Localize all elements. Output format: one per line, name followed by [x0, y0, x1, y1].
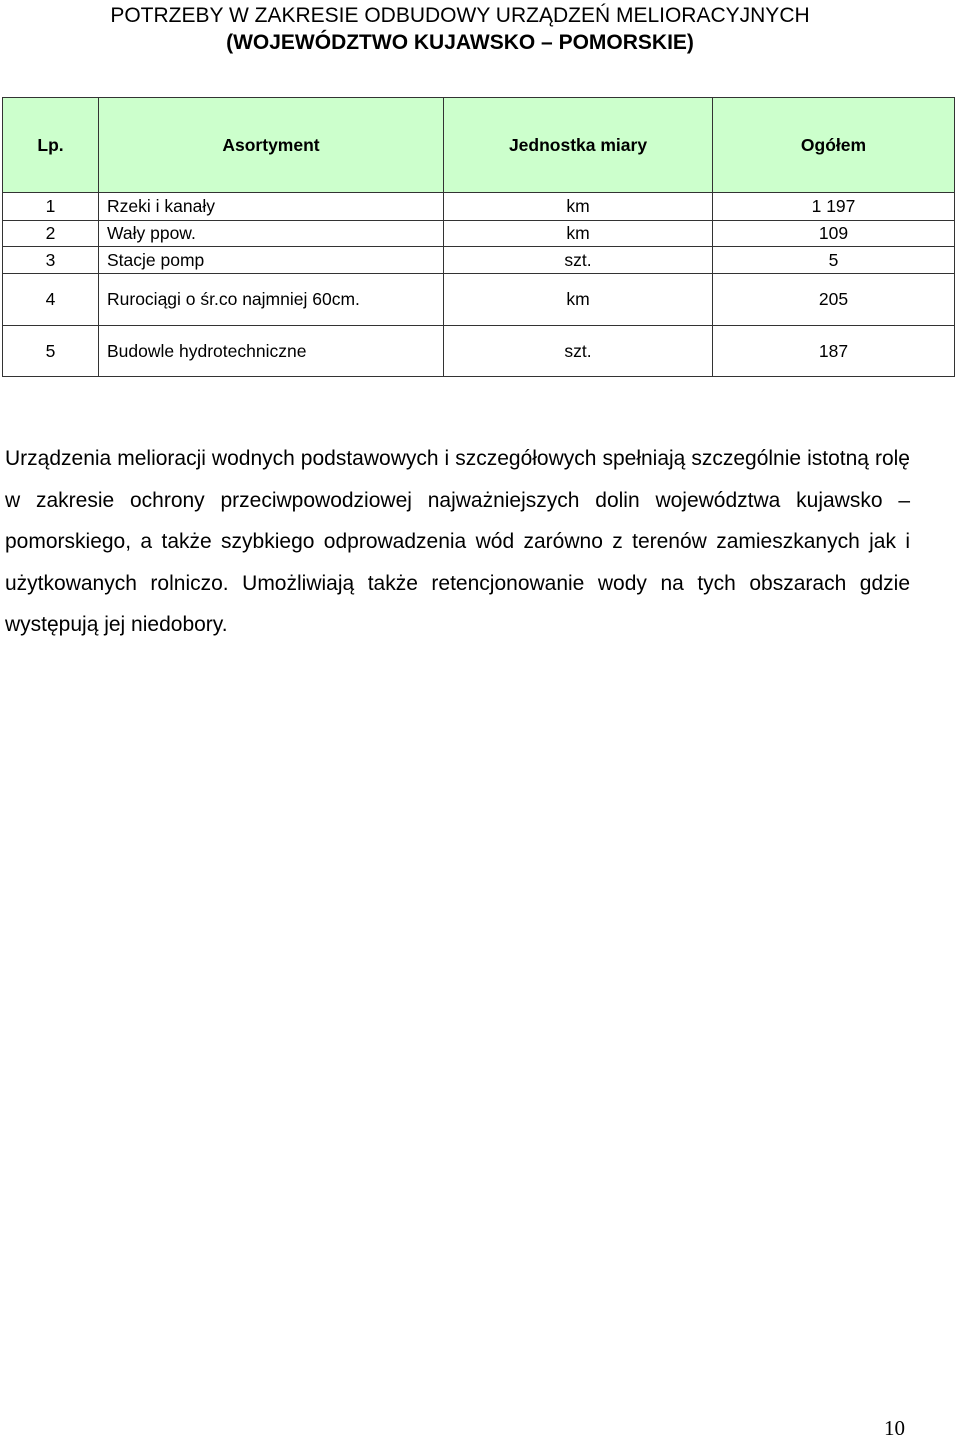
cell-total: 1 197: [713, 193, 955, 221]
header-total: Ogółem: [713, 98, 955, 193]
cell-lp: 3: [3, 247, 99, 274]
cell-total: 5: [713, 247, 955, 274]
table-row: [3, 274, 955, 326]
cell-assortment: Budowle hydrotechniczne: [99, 326, 444, 377]
table-row: [3, 247, 955, 274]
cell-total: 109: [713, 221, 955, 247]
cell-assortment: Stacje pomp: [99, 247, 444, 274]
table-row: [3, 193, 955, 221]
table-row: [3, 326, 955, 377]
body-paragraph: Urządzenia melioracji wodnych podstawowych i szczegółowych spełniają szczególnie istotną rolę w zakresie ochrony przeciwpowodziowej najważniejszych dolin województwa kujawsko – pomorskiego, a także szybkiego odprowadzenia wód zarówno z terenów zamieszkanych jak i użytkowanych rolniczo. Umożliwiają także retencjonowanie wody na tych obszarach gdzie występują jej niedobory.: [5, 447, 910, 636]
cell-lp: 1: [3, 193, 99, 221]
cell-unit: km: [444, 274, 713, 326]
cell-lp: 5: [3, 326, 99, 377]
header-unit: Jednostka miary: [444, 98, 713, 193]
header-lp: Lp.: [3, 98, 99, 193]
cell-unit: szt.: [444, 247, 713, 274]
document-subtitle-region: (WOJEWÓDZTWO KUJAWSKO – POMORSKIE): [226, 31, 694, 54]
cell-lp: 4: [3, 274, 99, 326]
table-row: [3, 221, 955, 247]
cell-unit: km: [444, 193, 713, 221]
cell-unit: szt.: [444, 326, 713, 377]
page-number: 10: [884, 1416, 905, 1440]
cell-assortment: Wały ppow.: [99, 221, 444, 247]
cell-assortment: Rzeki i kanały: [99, 193, 444, 221]
cell-unit: km: [444, 221, 713, 247]
cell-lp: 2: [3, 221, 99, 247]
cell-total: 205: [713, 274, 955, 326]
document-title: POTRZEBY W ZAKRESIE ODBUDOWY URZĄDZEŃ MELIORACYJNYCH: [110, 4, 810, 27]
requirements-table: [2, 97, 955, 377]
table-header-row: [3, 98, 955, 193]
cell-total: 187: [713, 326, 955, 377]
header-assortment: Asortyment: [99, 98, 444, 193]
cell-assortment: Rurociągi o śr.co najmniej 60cm.: [99, 274, 444, 326]
